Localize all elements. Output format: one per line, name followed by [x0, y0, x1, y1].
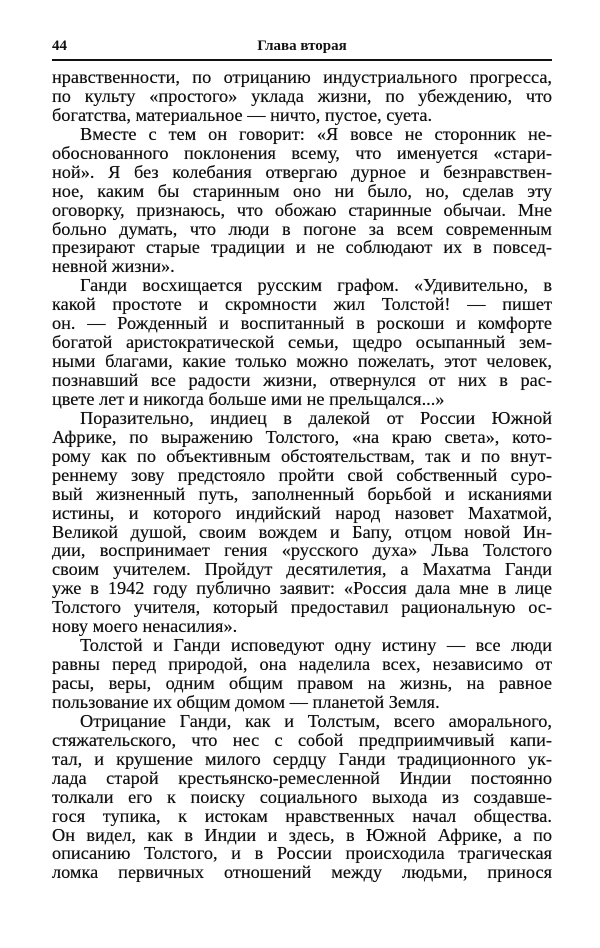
- text-line: равны перед природой, она наделила всех, независимо от: [52, 654, 552, 675]
- text-line: Толстого учителя, который предоставил рациональную ос-: [52, 597, 552, 618]
- text-line: уже в 1942 году публично заявит: «Россия дала мне в лице: [52, 578, 552, 599]
- text-line: оговорку, признаюсь, что обожаю старинные обычаи. Мне: [52, 199, 552, 220]
- text-line: тал, и крушение милого сердцу Ганди традиционного ук-: [52, 748, 552, 769]
- text-line: Поразительно, индиец в далекой от России Южной: [80, 407, 552, 428]
- text-line: он. — Рожденный и воспитанный в роскоши и комфорте: [52, 313, 552, 334]
- text-line: богатства, материальное — ничто, пустое, суета.: [52, 104, 433, 125]
- paragraph: [52, 125, 552, 277]
- text-line: ной». Я без колебания отвергаю дурное и безнравствен-: [52, 161, 552, 182]
- paragraph: [52, 409, 552, 636]
- text-line: обоснованного поклонения всему, что именуется «стари-: [52, 142, 552, 163]
- text-line: рому как по объективным обстоятельствам, так и по внут-: [52, 445, 552, 466]
- text-line: дии, воспринимает гения «русского духа» Льва Толстого: [52, 540, 552, 561]
- header-rule: [52, 59, 552, 61]
- text-line: какой простоте и скромности жил Толстой! — пишет: [52, 294, 552, 315]
- page-body: [52, 68, 552, 882]
- text-line: вый жизненный путь, заполненный борьбой и исканиями: [52, 483, 552, 504]
- text-line: Африке, по выражению Толстого, «на краю света», кото-: [52, 426, 552, 447]
- paragraph: [52, 636, 552, 712]
- text-line: Великой душой, своим вождем и Бапу, отцом новой Ин-: [52, 521, 552, 542]
- paragraph: [52, 712, 552, 882]
- running-title: Глава вторая: [257, 38, 347, 54]
- text-line: Он видел, как в Индии и здесь, в Южной Африке, а по: [52, 824, 552, 845]
- text-line: описанию Толстого, и в России происходила трагическая: [52, 843, 552, 864]
- text-line: стяжательского, что нес с собой предприимчивый капи-: [52, 729, 552, 750]
- text-line: цвете лет и никогда больше ими не прельщался...»: [52, 388, 445, 409]
- text-line: Ганди восхищается русским графом. «Удивительно, в: [80, 275, 552, 296]
- text-line: лада старой крестьянско-ремесленной Индии постоянно: [52, 767, 552, 788]
- paragraph: [52, 68, 552, 125]
- text-line: презирают старые традиции и не соблюдают их в повсед-: [52, 237, 552, 258]
- text-line: Отрицание Ганди, как и Толстым, всего аморального,: [80, 710, 552, 731]
- text-line: пользование их общим домом — планетой Земля.: [52, 691, 440, 712]
- text-line: невной жизни».: [52, 256, 175, 277]
- text-line: ломка первичных отношений между людьми, принося: [52, 862, 552, 883]
- text-line: своим учителем. Пройдут десятилетия, а Махатма Ганди: [52, 559, 552, 580]
- text-line: Вместе с тем он говорит: «Я вовсе не сторонник не-: [80, 123, 552, 144]
- text-line: по культу «простого» уклада жизни, по убеждению, что: [52, 85, 552, 106]
- text-line: нову моего ненасилия».: [52, 616, 238, 637]
- text-line: расы, веры, одним общим правом на жизнь, на равное: [52, 673, 552, 693]
- text-line: гося тупика, к истокам нравственных начал общества.: [52, 805, 552, 826]
- running-header: [52, 34, 552, 56]
- text-line: ными благами, какие только можно пожелать, этот человек,: [52, 351, 552, 372]
- text-line: реннему зову предстояло пройти свой собственный суро-: [52, 464, 552, 485]
- text-line: богатой аристократической семьи, щедро осыпанный зем-: [52, 332, 552, 353]
- text-line: толкали его к поиску социального выхода из создавше-: [52, 786, 552, 807]
- text-line: ное, каким бы старинным оно ни было, но, сделав эту: [52, 180, 552, 201]
- text-line: больно думать, что люди в погоне за всем современным: [52, 218, 552, 239]
- text-line: нравственности, по отрицанию индустриального прогресса,: [52, 67, 552, 87]
- paragraph: [52, 276, 552, 409]
- text-line: познавший все радости жизни, отвернулся от них в рас-: [52, 370, 552, 390]
- text-line: Толстой и Ганди исповедуют одну истину — все люди: [80, 635, 552, 656]
- text-line: истины, и которого индийский народ назовет Махатмой,: [52, 502, 552, 523]
- page-number: 44: [52, 38, 67, 54]
